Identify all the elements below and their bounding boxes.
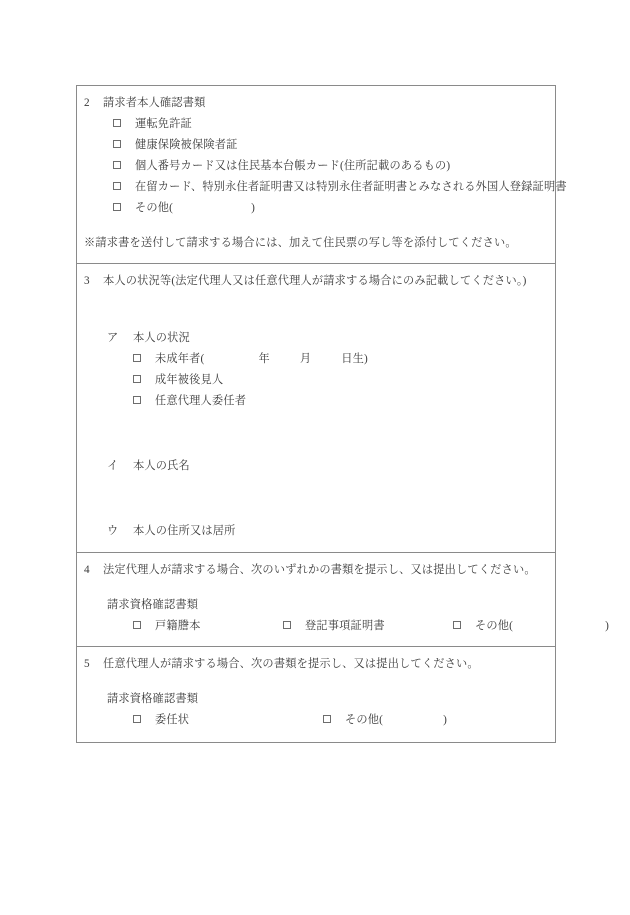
checkbox-icon[interactable] [453, 621, 461, 629]
checkbox-row-family-register-copy[interactable] [133, 616, 283, 637]
section-3-heading [77, 271, 555, 292]
checkbox-icon[interactable] [113, 182, 121, 190]
checkbox-row-minor[interactable] [77, 349, 555, 370]
checkbox-icon[interactable] [113, 140, 121, 148]
checkbox-icon[interactable] [133, 375, 141, 383]
checkbox-label-close: ) [443, 714, 448, 726]
subsection-i-marker: イ [107, 460, 119, 472]
checkbox-row-voluntary-agent-principal[interactable] [77, 391, 555, 412]
checkbox-label-open: その他( [475, 620, 514, 632]
section-2-identity-documents [77, 86, 567, 264]
section-4-heading [77, 560, 555, 581]
checkbox-label-open: その他( [135, 202, 174, 214]
checkbox-row-residence-card[interactable] [77, 177, 567, 198]
checkbox-label: 個人番号カード又は住民基本台帳カード(住所記載のあるもの) [135, 160, 451, 172]
subsection-a-title: 本人の状況 [133, 332, 190, 344]
section-4-group-label: 請求資格確認書類 [107, 599, 199, 611]
checkbox-row-other[interactable] [323, 710, 447, 731]
section-5-group-label: 請求資格確認書類 [107, 693, 199, 705]
subsection-a-label [77, 328, 555, 349]
subsection-u-marker: ウ [107, 525, 119, 537]
checkbox-label: 戸籍謄本 [155, 620, 201, 632]
checkbox-icon[interactable] [113, 161, 121, 169]
checkbox-row-adult-ward[interactable] [77, 370, 555, 391]
checkbox-row-power-of-attorney[interactable] [133, 710, 323, 731]
section-4-legal-representative [77, 553, 610, 647]
checkbox-icon[interactable] [133, 621, 141, 629]
checkbox-label: 任意代理人委任者 [155, 395, 247, 407]
checkbox-label: 健康保険被保険者証 [135, 139, 238, 151]
section-2-title: 請求者本人確認書類 [103, 97, 206, 109]
checkbox-row-registered-matters-certificate[interactable] [283, 616, 453, 637]
subsection-a-marker: ア [107, 332, 119, 344]
section-4-number: 4 [84, 564, 90, 576]
birth-year-unit: 年 [258, 353, 270, 365]
section-5-title: 任意代理人が請求する場合、次の書類を提示し、又は提出してください。 [103, 658, 479, 670]
minor-label-open: 未成年者( [155, 353, 205, 365]
section-5-heading [77, 654, 555, 675]
section-3-number: 3 [84, 275, 90, 287]
checkbox-label-open: その他( [345, 714, 384, 726]
spacer [77, 412, 555, 456]
section-5-voluntary-representative [77, 647, 555, 742]
checkbox-row-drivers-license[interactable] [77, 114, 555, 135]
section-2-note: ※請求書を送付して請求する場合には、加えて住民票の写し等を添付してください。 [84, 237, 517, 249]
checkbox-label: 委任状 [155, 714, 190, 726]
subsection-i-title: 本人の氏名 [133, 460, 190, 472]
subsection-u-title: 本人の住所又は居所 [133, 525, 236, 537]
checkbox-label: 登記事項証明書 [305, 620, 385, 632]
section-3-principal-status [77, 264, 555, 553]
checkbox-row-my-number-card[interactable] [77, 156, 555, 177]
section-2-heading [77, 93, 555, 114]
section-4-options-row [77, 616, 610, 637]
checkbox-icon[interactable] [133, 715, 141, 723]
checkbox-row-other[interactable] [453, 616, 609, 637]
checkbox-label: 在留カード、特別永住者証明書又は特別永住者証明書とみなされる外国人登録証明書 [135, 181, 567, 193]
identity-verification-form [76, 85, 610, 743]
section-2-number: 2 [84, 97, 90, 109]
birth-month-unit: 月 [299, 353, 312, 365]
section-3-title: 本人の状況等(法定代理人又は任意代理人が請求する場合にのみ記載してください。) [103, 275, 527, 287]
checkbox-icon[interactable] [283, 621, 291, 629]
checkbox-icon[interactable] [323, 715, 331, 723]
checkbox-label: 運転免許証 [135, 118, 192, 130]
checkbox-icon[interactable] [113, 119, 121, 127]
principal-name-write-area[interactable] [77, 477, 555, 521]
checkbox-icon[interactable] [133, 396, 141, 404]
subsection-u-label [77, 521, 555, 542]
section-5-number: 5 [84, 658, 90, 670]
section-4-title: 法定代理人が請求する場合、次のいずれかの書類を提示し、又は提出してください。 [103, 564, 536, 576]
checkbox-row-health-insurance-card[interactable] [77, 135, 555, 156]
subsection-i-label [77, 456, 555, 477]
checkbox-label-close: ) [251, 202, 256, 214]
spacer [77, 292, 555, 328]
birth-day-unit: 日生) [341, 353, 368, 365]
checkbox-icon[interactable] [113, 203, 121, 211]
checkbox-label-close: ) [605, 620, 610, 632]
checkbox-icon[interactable] [133, 354, 141, 362]
section-5-options-row [77, 710, 555, 731]
checkbox-label: 成年被後見人 [155, 374, 224, 386]
checkbox-row-other[interactable] [77, 198, 555, 219]
